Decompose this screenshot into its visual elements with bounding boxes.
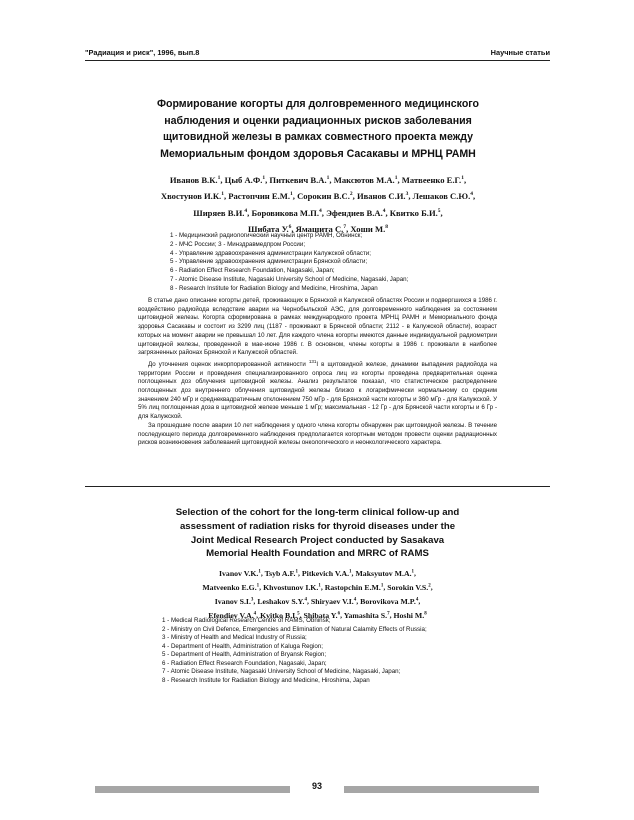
author-name: Сорокин В.С.$^2$	[297, 191, 353, 202]
header-rule	[85, 60, 550, 61]
affiliation-item: 4 - Управление здравоохранения администрации Калужской области;	[170, 249, 371, 257]
author-name: Эфендиев В.А.$^4$	[326, 207, 386, 218]
abstract-paragraph: В статье дано описание когорты детей, проживающих в Брянской и Калужской областях России и подвергшихся в 1986 г. воздействию радиойода вследствие аварии на Чернобыльской АЭС, для долговременного наблюдения за состоянием щитовидной железы. Когорта сформирована в рамках международного проекта МРНЦ РАМН и Мемориального фонда здоровья Сасакавы и состоит из 3299 лиц (1187 - проживают в Брянской области; 2112 - в Калужской области), возраст которых на момент аварии не превышал 10 лет. Для каждого члена когорты имеются данные индивидуальной радиометрии щитовидной железы, проведенной в мае-июне 1986 г. В основном, члены когорты в 1986 г. проживали в наиболее загрязненных районах Брянской и Калужской областей.	[138, 297, 497, 357]
ru-title-line: Мемориальным фондом здоровья Сасакавы и МРНЦ РАМН	[160, 147, 476, 160]
journal-info: "Радиация и риск", 1996, вып.8	[85, 48, 200, 57]
ru-abstract	[138, 297, 497, 448]
author-line: Шибата У.$^6$, Ямашита С.$^7$, Хоши М.$^8$	[248, 224, 388, 235]
author-name: Leshakov S.Y.$^4$	[257, 596, 307, 606]
author-name: Ширяев В.И.$^4$	[193, 207, 248, 218]
abstract-paragraph: За прошедшие после аварии 10 лет наблюдения у одного члена когорты обнаружен рак щитовидной железы. В течение последующего периода долговременного наблюдения предполагается когортным методом провести оценки радиационных рисков возникновения заболеваний щитовидной железы онкологического и неонкологического характера.	[138, 421, 497, 447]
author-name: Tsyb A.F.$^1$	[264, 568, 298, 578]
en-title-line: assessment of radiation risks for thyroid diseases under the	[179, 520, 456, 532]
author-name: Sorokin V.S.$^2$	[387, 582, 431, 592]
affiliation-item: 5 - Department of Health, Administration of Bryansk Region;	[162, 651, 327, 659]
affiliation-item: 2 - МЧС России; 3 - Минздравмедпром России;	[170, 240, 306, 248]
author-name: Шибата У.$^6$	[248, 224, 292, 235]
author-name: Лешаков С.Ю.$^4$	[412, 191, 473, 202]
author-name: Ivanov S.I.$^3$	[214, 596, 254, 606]
author-line: Matveenko E.G.$^1$, Khvostunov I.K.$^1$, Rastopchin E.M.$^1$, Sorokin V.S.$^2$,	[202, 582, 433, 592]
ru-title-line: щитовидной железы в рамках совместного проекта между	[162, 131, 474, 143]
affiliation-item: 4 - Department of Health, Administration of Kaluga Region;	[162, 642, 323, 650]
author-name: Shiryaev V.I.$^4$	[310, 596, 357, 606]
author-name: Растопчин Е.М.$^1$	[228, 191, 293, 202]
running-header	[85, 48, 550, 57]
author-name: Максютов М.А.$^1$	[333, 174, 398, 185]
footer-bar-right	[344, 786, 539, 793]
author-name: Khvostunov I.K.$^1$	[263, 582, 321, 592]
page-number: 93	[311, 781, 322, 791]
affiliation-item: 3 - Ministry of Health and Medical Industry of Russia;	[162, 634, 307, 642]
en-title-line: Joint Medical Research Project conducted by Sasakava	[190, 534, 445, 546]
affiliation-item: 6 - Radiation Effect Research Foundation, Nagasaki, Japan;	[162, 659, 327, 667]
affiliation-item: 1 - Medical Radiological Research Centre of RAMS, Obninsk;	[162, 617, 331, 624]
en-title-line: Memorial Health Foundation and MRRC of RAMS	[206, 548, 429, 560]
author-name: Efendiev V.A.$^4$	[208, 610, 257, 620]
en-affiliations	[162, 617, 498, 685]
author-line: Хвостунов И.К.$^1$, Растопчин Е.М.$^1$, Сорокин В.С.$^2$, Иванов С.И.$^3$, Лешаков С.Ю.$^4$,	[160, 191, 476, 202]
section-name: Научные статьи	[490, 48, 550, 57]
author-name: Иванов В.К.$^1$	[169, 174, 221, 185]
ru-title	[125, 96, 511, 162]
affiliation-item: 1 - Медицинский радиологический научный центр РАМН, Обнинск;	[170, 232, 363, 239]
affiliation-item: 7 - Atomic Disease Institute, Nagasaki University School of Medicine, Nagasaki, Japan;	[170, 275, 409, 283]
author-line: Ширяев В.И.$^4$, Боровикова М.П.$^4$, Эфендиев В.А.$^4$, Квитко Б.И.$^5$,	[193, 207, 443, 218]
author-name: Borovikova M.P.$^4$	[360, 596, 419, 606]
en-title-line: Selection of the cohort for the long-term clinical follow-up and	[175, 507, 460, 518]
author-line: Efendiev V.A.$^4$, Kvitko B.I.$^5$, Shibata Y.$^6$, Yamashita S.$^7$, Hoshi M.$^8$	[208, 610, 427, 620]
affiliation-item: 7 - Atomic Disease Institute, Nagasaki University School of Medicine, Nagasaki, Japan;	[162, 668, 401, 676]
ru-authors	[148, 171, 488, 237]
author-name: Hoshi M.$^8$	[393, 610, 427, 620]
affiliation-item: 6 - Radiation Effect Research Foundation, Nagasaki, Japan;	[170, 267, 335, 274]
author-name: Shibata Y.$^6$	[303, 610, 341, 620]
section-divider	[85, 486, 550, 487]
footer-bar-left	[95, 786, 290, 793]
en-title	[138, 506, 497, 561]
affiliation-item: 8 - Research Institute for Radiation Biology and Medicine, Hiroshima, Japan	[170, 284, 378, 292]
author-line: Иванов В.К.$^1$, Цыб А.Ф.$^1$, Питкевич В.А.$^1$, Максютов М.А.$^1$, Матвеенко Е.Г.$^1$,	[169, 174, 467, 185]
author-name: Иванов С.И.$^3$	[356, 191, 409, 202]
author-name: Цыб А.Ф.$^1$	[224, 174, 266, 185]
author-name: Maksyutov M.A.$^1$	[355, 568, 415, 578]
affiliation-item: 8 - Research Institute for Radiation Biology and Medicine, Hiroshima, Japan	[162, 676, 370, 684]
author-name: Rastopchin E.M.$^1$	[324, 582, 384, 592]
author-name: Matveenko E.G.$^1$	[202, 582, 260, 592]
author-name: Хвостунов И.К.$^1$	[160, 191, 224, 202]
affiliation-item: 5 - Управление здравоохранения администрации Брянской области;	[170, 258, 368, 266]
author-name: Kvitko B.I.$^5$	[260, 610, 300, 620]
author-name: Хоши М.$^8$	[350, 224, 388, 235]
author-line: Ivanov V.K.$^1$, Tsyb A.F.$^1$, Pitkevich V.A.$^1$, Maksyutov M.A.$^1$,	[218, 568, 416, 578]
author-line: Ivanov S.I.$^3$, Leshakov S.Y.$^4$, Shiryaev V.I.$^4$, Borovikova M.P.$^4$,	[214, 596, 421, 606]
author-name: Yamashita S.$^7$	[343, 610, 390, 620]
author-name: Ivanov V.K.$^1$	[218, 568, 261, 578]
author-name: Квитко Б.И.$^5$	[389, 207, 441, 218]
en-authors	[138, 566, 497, 622]
author-name: Питкевич В.А.$^1$	[269, 174, 330, 185]
affiliation-item: 2 - Ministry on Civil Defence, Emergencies and Elimination of Natural Calamity Effects of Russia;	[162, 625, 427, 633]
author-name: Ямашита С.$^7$	[295, 224, 347, 235]
author-name: Матвеенко Е.Г.$^1$	[401, 174, 464, 185]
ru-title-line: Формирование когорты для долговременного медицинского	[156, 98, 480, 110]
author-name: Pitkevich V.A.$^1$	[301, 568, 352, 578]
ru-affiliations	[170, 232, 510, 293]
abstract-paragraph: До уточнения оценок инкорпорированной активности $^{131}$I в щитовидной железе, динамики выпадения радиойода на территории России и проведения специализированного опроса лиц из когорты проведена предварительная оценка поглощенных доз облучения щитовидной железы. Анализ результатов показал, что статистическое распределение поглощенных доз внутреннего облучения щитовидной железы близко к логарифмически нормальному со средним значением 240 мГр и среднеквадратичным отклонением 750 мГр - для Брянской части когорты и 360 мГр - для Калужской. У 5% лиц поглощенная доза в щитовидной железе меньше 1 мГр; максимальная - 12 Гр - для Брянской части когорты и 6 Гр - для Калужской.	[138, 358, 497, 421]
ru-title-line: наблюдения и оценки радиационных рисков заболевания	[164, 114, 472, 127]
author-name: Боровикова М.П.$^4$	[251, 207, 322, 218]
